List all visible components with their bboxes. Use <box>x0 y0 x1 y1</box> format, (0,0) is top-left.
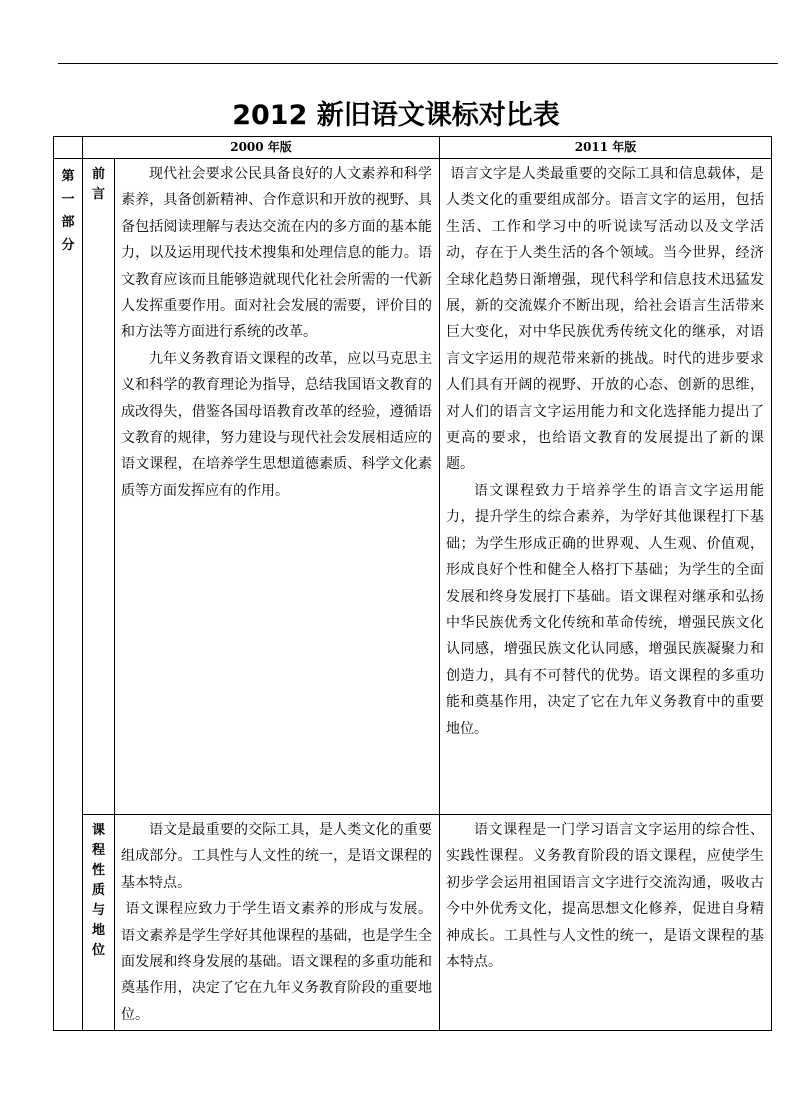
preface-2011-text <box>440 159 772 815</box>
nature-2000-text <box>115 815 440 1031</box>
header-rule <box>58 63 778 64</box>
comparison-table <box>53 136 772 1031</box>
header-blank-cell <box>54 137 83 159</box>
header-2011: 2011 年版 <box>440 137 772 159</box>
header-2000: 2000 年版 <box>83 137 440 159</box>
table-row <box>54 815 772 1031</box>
table-row <box>54 159 772 815</box>
part-label: 第 一 部 分 <box>54 159 83 1031</box>
paragraph: 语文课程致力于培养学生的语言文字运用能力，提升学生的综合素养，为学好其他课程打下基础；为学生形成正确的世界观、人生观、价值观，形成良好个性和健全人格打下基础；为学生的全面发展和终身发展打下基础。语文课程对继承和弘扬中华民族优秀文化传统和革命传统，增强民族文化认同感，增强民族文化认同感，增强民族凝聚力和创造力，具有不可替代的优势。语文课程的多重功能和奠基作用，决定了它在九年义务教育中的重要地位。 <box>446 482 765 737</box>
paragraph: 语言文字是人类最重要的交际工具和信息载体，是人类文化的重要组成部分。语言文字的运用，包括生活、工作和学习中的听说读写活动以及文学活动，存在于人类生活的各个领域。当今世界，经济全球化趋势日渐增强，现代科学和信息技术迅猛发展，新的交流媒介不断出现，给社会语言生活带来巨大变化，对中华民族优秀传统文化的继承，对语言文字运用的规范带来新的挑战。时代的进步要求人们具有开阔的视野、开放的心态、创新的思维，对人们的语言文字运用能力和文化选择能力提出了更高的要求，也给语文教育的发展提出了新的课题。 <box>446 166 765 473</box>
section-label-nature: 课 程 性 质 与 地 位 <box>83 815 115 1031</box>
paragraph: 语文课程是一门学习语言文字运用的综合性、实践性课程。义务教育阶段的语文课程，应使学生初步学会运用祖国语言文字进行交流沟通，吸收古今中外优秀文化，提高思想文化修养，促进自身精神成长。工具性与人文性的统一，是语文课程的基本特点。 <box>446 822 765 971</box>
paragraph: 九年义务教育语文课程的改革，应以马克思主义和科学的教育理论为指导，总结我国语文教育的成改得失，借鉴各国母语教育改革的经验，遵循语文教育的规律，努力建设与现代社会发展相适应的语文课程，在培养学生思想道德素质、科学文化素质等方面发挥应有的作用。 <box>121 350 433 499</box>
document-title: 2012 新旧语文课标对比表 <box>232 100 560 131</box>
paragraph: 语文是最重要的交际工具，是人类文化的重要组成部分。工具性与人文性的统一，是语文课程的基本特点。 <box>121 822 433 891</box>
section-label-preface: 前 言 <box>83 159 115 815</box>
paragraph: 现代社会要求公民具备良好的人文素养和科学素养，具备创新精神、合作意识和开放的视野、具备包括阅读理解与表达交流在内的多方面的基本能力，以及运用现代技术搜集和处理信息的能力。语文教育应该而且能够造就现代化社会所需的一代新人发挥重要作用。面对社会发展的需要，评价目的和方法等方面进行系统的改革。 <box>121 166 433 341</box>
table-header-row <box>54 137 772 159</box>
nature-2011-text <box>440 815 772 1031</box>
paragraph: 语文课程应致力于学生语文素养的形成与发展。语文素养是学生学好其他课程的基础，也是学生全面发展和终身发展的基础。语文课程的多重功能和奠基作用，决定了它在九年义务教育阶段的重要地位。 <box>121 901 433 1023</box>
preface-2000-text <box>115 159 440 815</box>
